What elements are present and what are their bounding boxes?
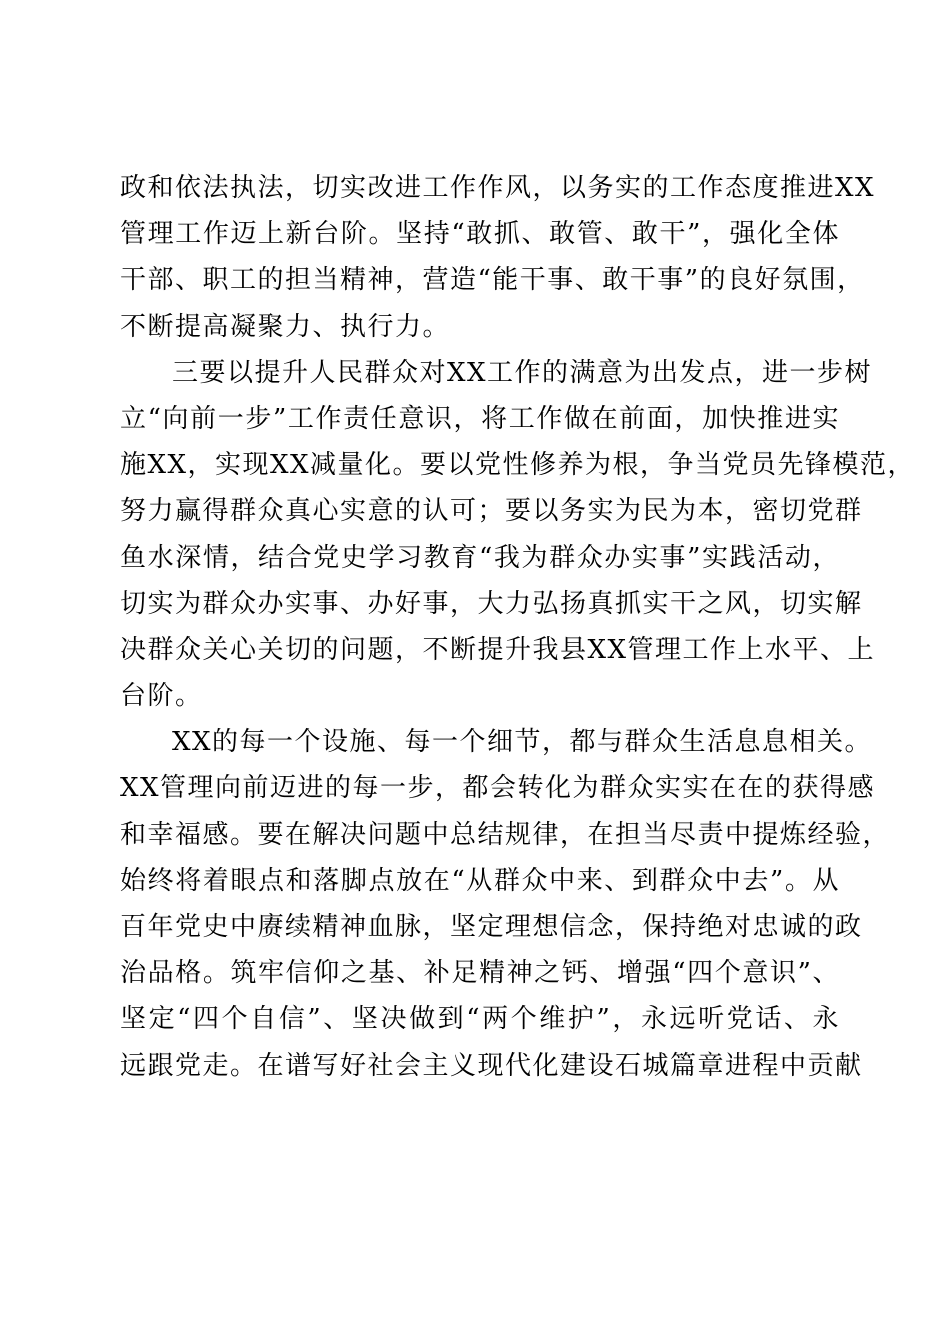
paragraph-line: 管理工作迈上新台阶。坚持“敢抓、敢管、敢干”，强化全体 xyxy=(120,219,840,250)
paragraph-line: 不断提高凝聚力、执行力。 xyxy=(120,311,451,342)
paragraph-line: 鱼水深情，结合党史学习教育“我为群众办实事”实践活动， xyxy=(120,542,840,573)
paragraph-line: 干部、职工的担当精神，营造“能干事、敢干事”的良好氛围， xyxy=(120,265,865,296)
paragraph-line: 坚定“四个自信”、坚决做到“两个维护”，永远听党话、永 xyxy=(120,1004,840,1035)
paragraph-2 xyxy=(120,350,916,720)
paragraph-line: 决群众关心关切的问题，不断提升我县XX管理工作上水平、上 xyxy=(120,634,876,665)
paragraph-line: 台阶。 xyxy=(120,681,203,712)
paragraph-line: 和幸福感。要在解决问题中总结规律，在担当尽责中提炼经验， xyxy=(120,819,891,850)
paragraph-line: 施XX，实现XX减量化。要以党性修养为根，争当党员先锋模范， xyxy=(120,450,916,481)
paragraph-3 xyxy=(120,719,891,1089)
paragraph-line: 百年党史中赓续精神血脉，坚定理想信念，保持绝对忠诚的政 xyxy=(120,912,863,942)
paragraph-line: XX的每一个设施、每一个细节，都与群众生活息息相关。 xyxy=(172,727,873,758)
paragraph-line: 切实为群众办实事、办好事，大力弘扬真抓实干之风，切实解 xyxy=(120,588,863,619)
paragraph-line: 治品格。筑牢信仰之基、补足精神之钙、增强“四个意识”、 xyxy=(120,958,840,989)
paragraph-line: 政和依法执法，切实改进工作作风，以务实的工作态度推进XX xyxy=(120,173,876,203)
paragraph-line: 努力赢得群众真心实意的认可；要以务实为民为本，密切党群 xyxy=(120,496,863,527)
paragraph-line: XX管理向前迈进的每一步，都会转化为群众实实在在的获得感 xyxy=(120,773,876,804)
paragraph-line: 立“向前一步”工作责任意识，将工作做在前面，加快推进实 xyxy=(120,403,840,434)
paragraph-line: 始终将着眼点和落脚点放在“从群众中来、到群众中去”。从 xyxy=(120,865,840,896)
paragraph-1 xyxy=(120,165,876,350)
paragraph-line: 远跟党走。在谱写好社会主义现代化建设石城篇章进程中贡献 xyxy=(120,1050,863,1081)
paragraph-line: 三要以提升人民群众对XX工作的满意为出发点，进一步树 xyxy=(172,357,873,388)
document-body xyxy=(120,165,916,1089)
